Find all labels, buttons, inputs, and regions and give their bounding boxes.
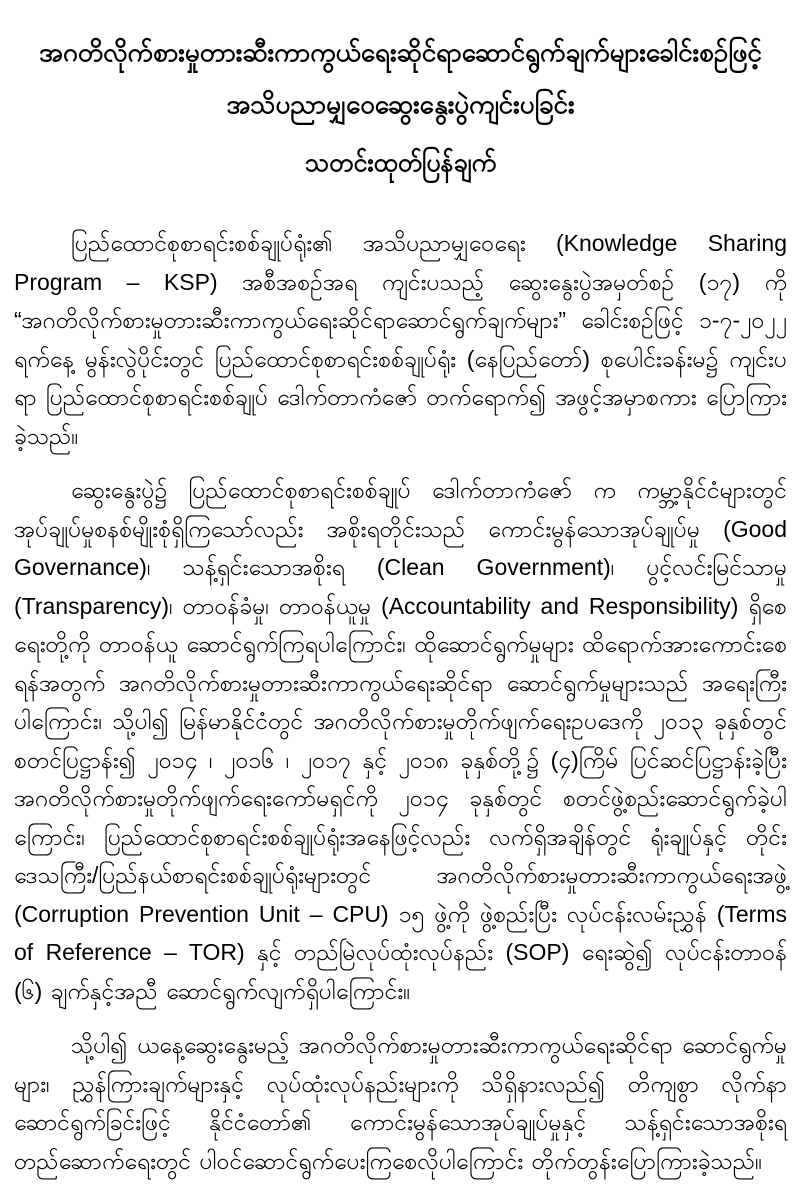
document-body [14, 208, 787, 1180]
document-subtitle: သတင်းထုတ်ပြန်ချက် [304, 149, 497, 177]
paragraph-3: သို့ပါ၍ ယနေ့ဆွေးနွေးမည့် အဂတိလိုက်စားမှုတားဆီးကာကွယ်ရေးဆိုင်ရာ ဆောင်ရွက်မှုများ၊ ညွှန်ကြားချက်များနှင့် လုပ်ထုံးလုပ်နည်းများကို သိရှိနားလည်၍ တိကျစွာ လိုက်နာဆောင်ရွက်ခြင်းဖြင့် နိုင်ငံတော်၏ ကောင်းမွန်သောအုပ်ချုပ်မှုနှင့် သန့်ရှင်းသောအစိုးရတည်ဆောက်ရေးတွင် ပါဝင်ဆောင်ရွက်ပေးကြစေလိုပါကြောင်း တိုက်တွန်းပြောကြားခဲ့သည်။ [14, 1032, 787, 1174]
document-title-line-2: အသိပညာမျှဝေဆွေးနွေးပွဲကျင်းပခြင်း [226, 89, 575, 119]
paragraph-1: ပြည်ထောင်စုစာရင်းစစ်ချုပ်ရုံး၏ အသိပညာမျှဝေရေး (Knowledge Sharing Program – KSP) အစီအစဉ်အရ ကျင်းပသည့် ဆွေးနွေးပွဲအမှတ်စဉ် (၁၇) ကို “အဂတိလိုက်စားမှုတားဆီးကာကွယ်ရေးဆိုင်ရာဆောင်ရွက်ချက်များ” ခေါင်းစဉ်ဖြင့် ၁-၇-၂၀၂၂ ရက်နေ့ မွန်းလွဲပိုင်းတွင် ပြည်ထောင်စုစာရင်းစစ်ချုပ်ရုံး (နေပြည်တော်) စုပေါင်းခန်းမ၌ ကျင်းပရာ ပြည်ထောင်စုစာရင်းစစ်ချုပ် ဒေါက်တာကံဇော် တက်ရောက်၍ အဖွင့်အမှာစကား ပြောကြားခဲ့သည်။ [14, 230, 787, 449]
document-title [14, 26, 787, 130]
document-title-line-1: အဂတိလိုက်စားမှုတားဆီးကာကွယ်ရေးဆိုင်ရာဆောင်ရွက်ချက်များခေါင်းစဉ်ဖြင့် [39, 37, 762, 67]
paragraph-2: ဆွေးနွေးပွဲ၌ ပြည်ထောင်စုစာရင်းစစ်ချုပ် ဒေါက်တာကံဇော် က ကမ္ဘာ့နိုင်ငံများတွင် အုပ်ချုပ်မှုစနစ်မျိုးစုံရှိကြသော်လည်း အစိုးရတိုင်းသည် ကောင်းမွန်သောအုပ်ချုပ်မှု (Good Governance)၊ သန့်ရှင်းသောအစိုးရ (Clean Government)၊ ပွင့်လင်းမြင်သာမှု (Transparency)၊ တာဝန်ခံမှု၊ တာဝန်ယူမှု (Accountability and Responsibility) ရှိစေရေးတို့ကို တာဝန်ယူ ဆောင်ရွက်ကြရပါကြောင်း၊ ထိုဆောင်ရွက်မှုများ ထိရောက်အားကောင်းစေရန်အတွက် အဂတိလိုက်စားမှုတားဆီးကာကွယ်ရေးဆိုင်ရာ ဆောင်ရွက်မှုများသည် အရေးကြီးပါကြောင်း၊ သို့ပါ၍ မြန်မာနိုင်ငံတွင် အဂတိလိုက်စားမှုတိုက်ဖျက်ရေးဥပဒေကို ၂၀၁၃ ခုနှစ်တွင် စတင်ပြဋ္ဌာန်း၍ ၂၀၁၄ ၊ ၂၀၁၆ ၊ ၂၀၁၇ နှင့် ၂၀၁၈ ခုနှစ်တို့၌ (၄)ကြိမ် ပြင်ဆင်ပြဋ္ဌာန်းခဲ့ပြီး အဂတိလိုက်စားမှုတိုက်ဖျက်ရေးကော်မရှင်ကို ၂၀၁၄ ခုနှစ်တွင် စတင်ဖွဲ့စည်းဆောင်ရွက်ခဲ့ပါကြောင်း၊ ပြည်ထောင်စုစာရင်းစစ်ချုပ်ရုံးအနေဖြင့်လည်း လက်ရှိအချိန်တွင် ရုံးချုပ်နှင့် တိုင်းဒေသကြီး/ပြည်နယ်စာရင်းစစ်ချုပ်ရုံးများတွင် အဂတိလိုက်စားမှုတားဆီးကာကွယ်ရေးအဖွဲ့ (Corruption Prevention Unit – CPU) ၁၅ ဖွဲ့ကို ဖွဲ့စည်းပြီး လုပ်ငန်းလမ်းညွှန် (Terms of Reference – TOR) နှင့် တည်မြဲလုပ်ထုံးလုပ်နည်း (SOP) ရေးဆွဲ၍ လုပ်ငန်းတာဝန် (၆) ချက်နှင့်အညီ ဆောင်ရွက်လျက်ရှိပါကြောင်း။ [14, 477, 787, 1004]
